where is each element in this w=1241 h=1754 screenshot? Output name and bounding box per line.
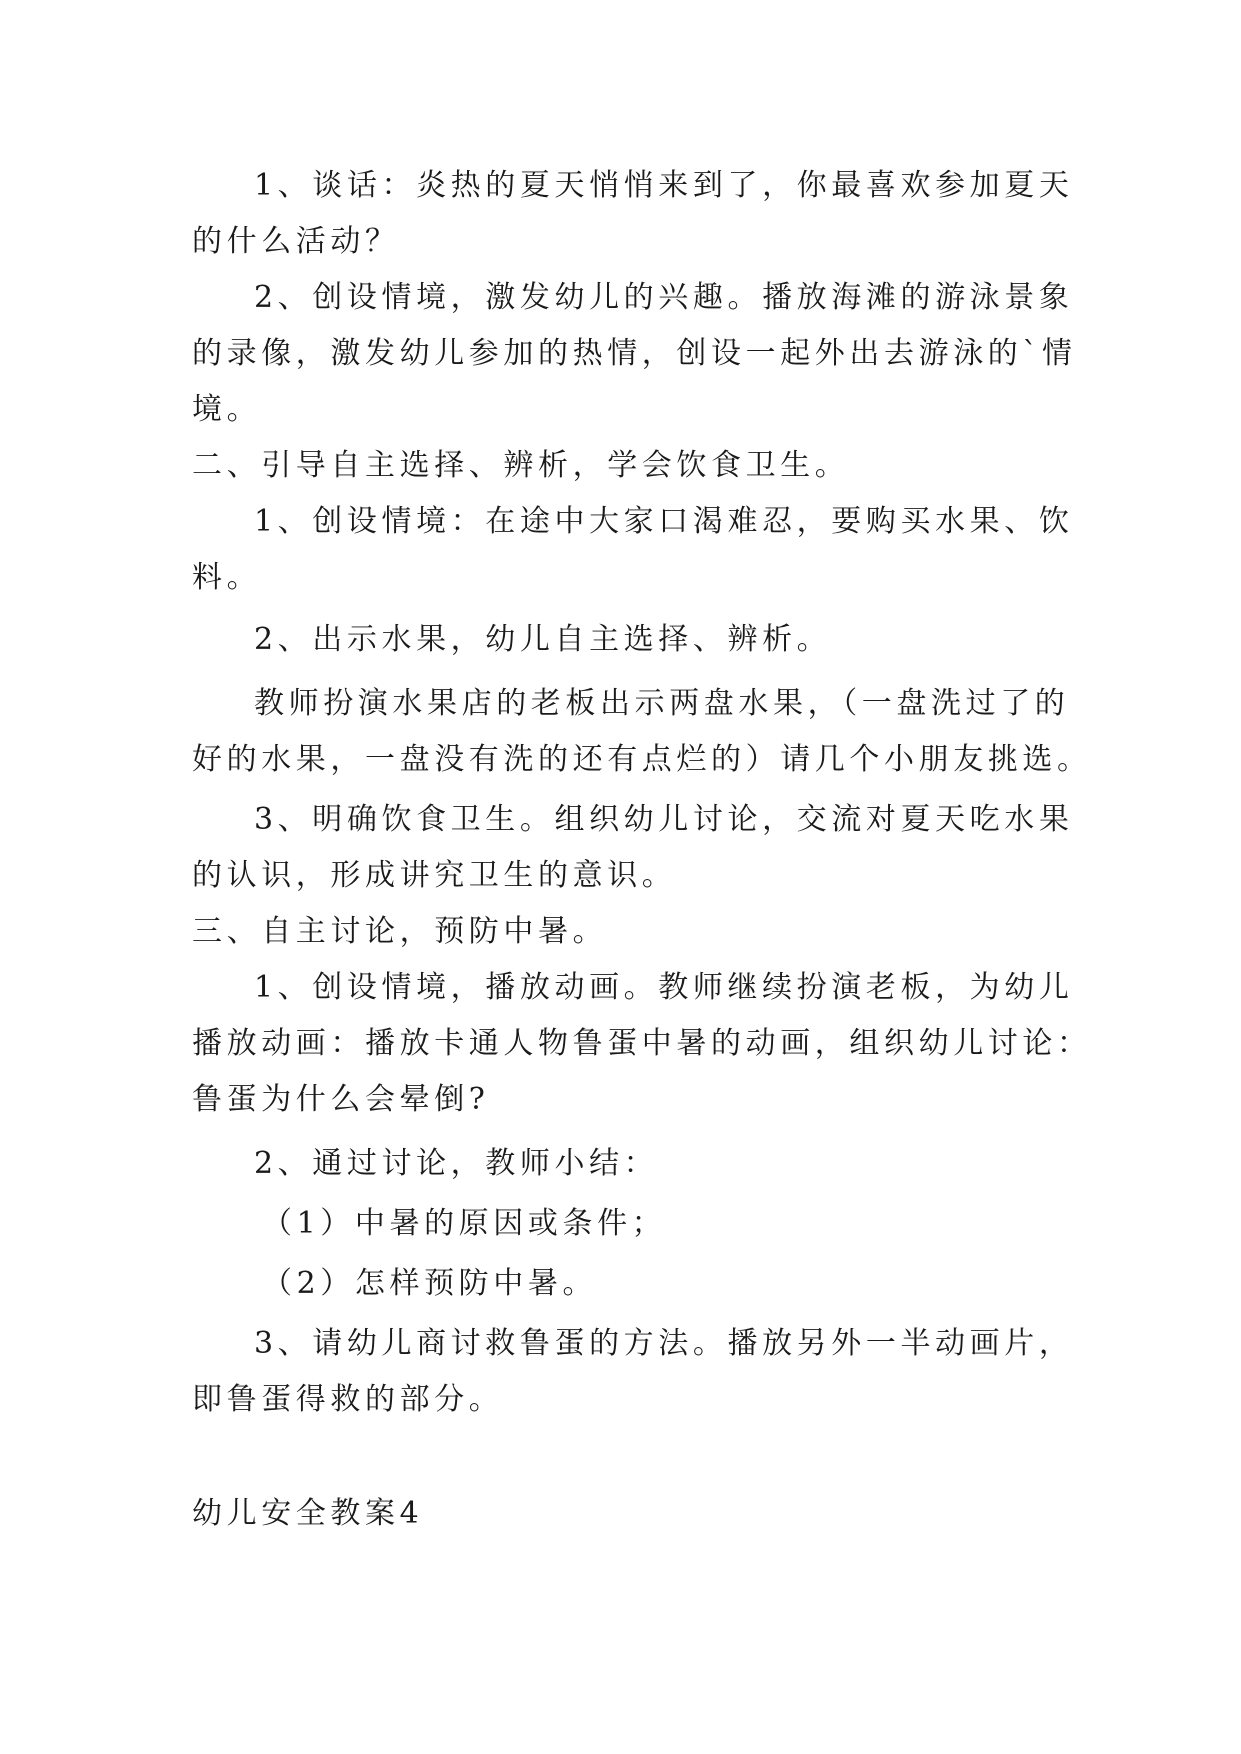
paragraph-line: 鲁蛋为什么会晕倒? — [192, 1082, 490, 1117]
paragraph-line: 的录像，激发幼儿参加的热情，创设一起外出去游泳的`情 — [192, 336, 1077, 371]
paragraph-line: 1、创设情境：在途中大家口渴难忍，要购买水果、饮 — [254, 504, 1074, 539]
list-item: （2）怎样预防中暑。 — [262, 1266, 598, 1301]
section-heading: 二、引导自主选择、辨析，学会饮食卫生。 — [192, 448, 850, 483]
paragraph-line: 2、出示水果，幼儿自主选择、辨析。 — [254, 622, 832, 657]
paragraph-line: 3、请幼儿商讨救鲁蛋的方法。播放另外一半动画片， — [254, 1326, 1074, 1361]
paragraph-line: 好的水果，一盘没有洗的还有点烂的）请几个小朋友挑选。 — [192, 742, 1092, 777]
section-heading: 三、自主讨论，预防中暑。 — [192, 914, 608, 949]
paragraph-line: 教师扮演水果店的老板出示两盘水果，（一盘洗过了的 — [254, 686, 1070, 721]
paragraph-line: 2、通过讨论，教师小结： — [254, 1146, 659, 1181]
paragraph-line: 1、谈话：炎热的夏天悄悄来到了，你最喜欢参加夏天 — [254, 168, 1074, 203]
paragraph-line: 的什么活动？ — [192, 224, 400, 259]
paragraph-line: 料。 — [192, 560, 262, 595]
list-item: （1）中暑的原因或条件； — [262, 1206, 667, 1241]
document-title: 幼儿安全教案4 — [192, 1496, 424, 1531]
paragraph-line: 境。 — [192, 392, 262, 427]
paragraph-line: 播放动画：播放卡通人物鲁蛋中暑的动画，组织幼儿讨论： — [192, 1026, 1092, 1061]
paragraph-line: 1、创设情境，播放动画。教师继续扮演老板，为幼儿 — [254, 970, 1074, 1005]
paragraph-line: 即鲁蛋得救的部分。 — [192, 1382, 504, 1417]
paragraph-line: 2、创设情境，激发幼儿的兴趣。播放海滩的游泳景象 — [254, 280, 1074, 315]
paragraph-line: 的认识，形成讲究卫生的意识。 — [192, 858, 677, 893]
paragraph-line: 3、明确饮食卫生。组织幼儿讨论，交流对夏天吃水果 — [254, 802, 1074, 837]
